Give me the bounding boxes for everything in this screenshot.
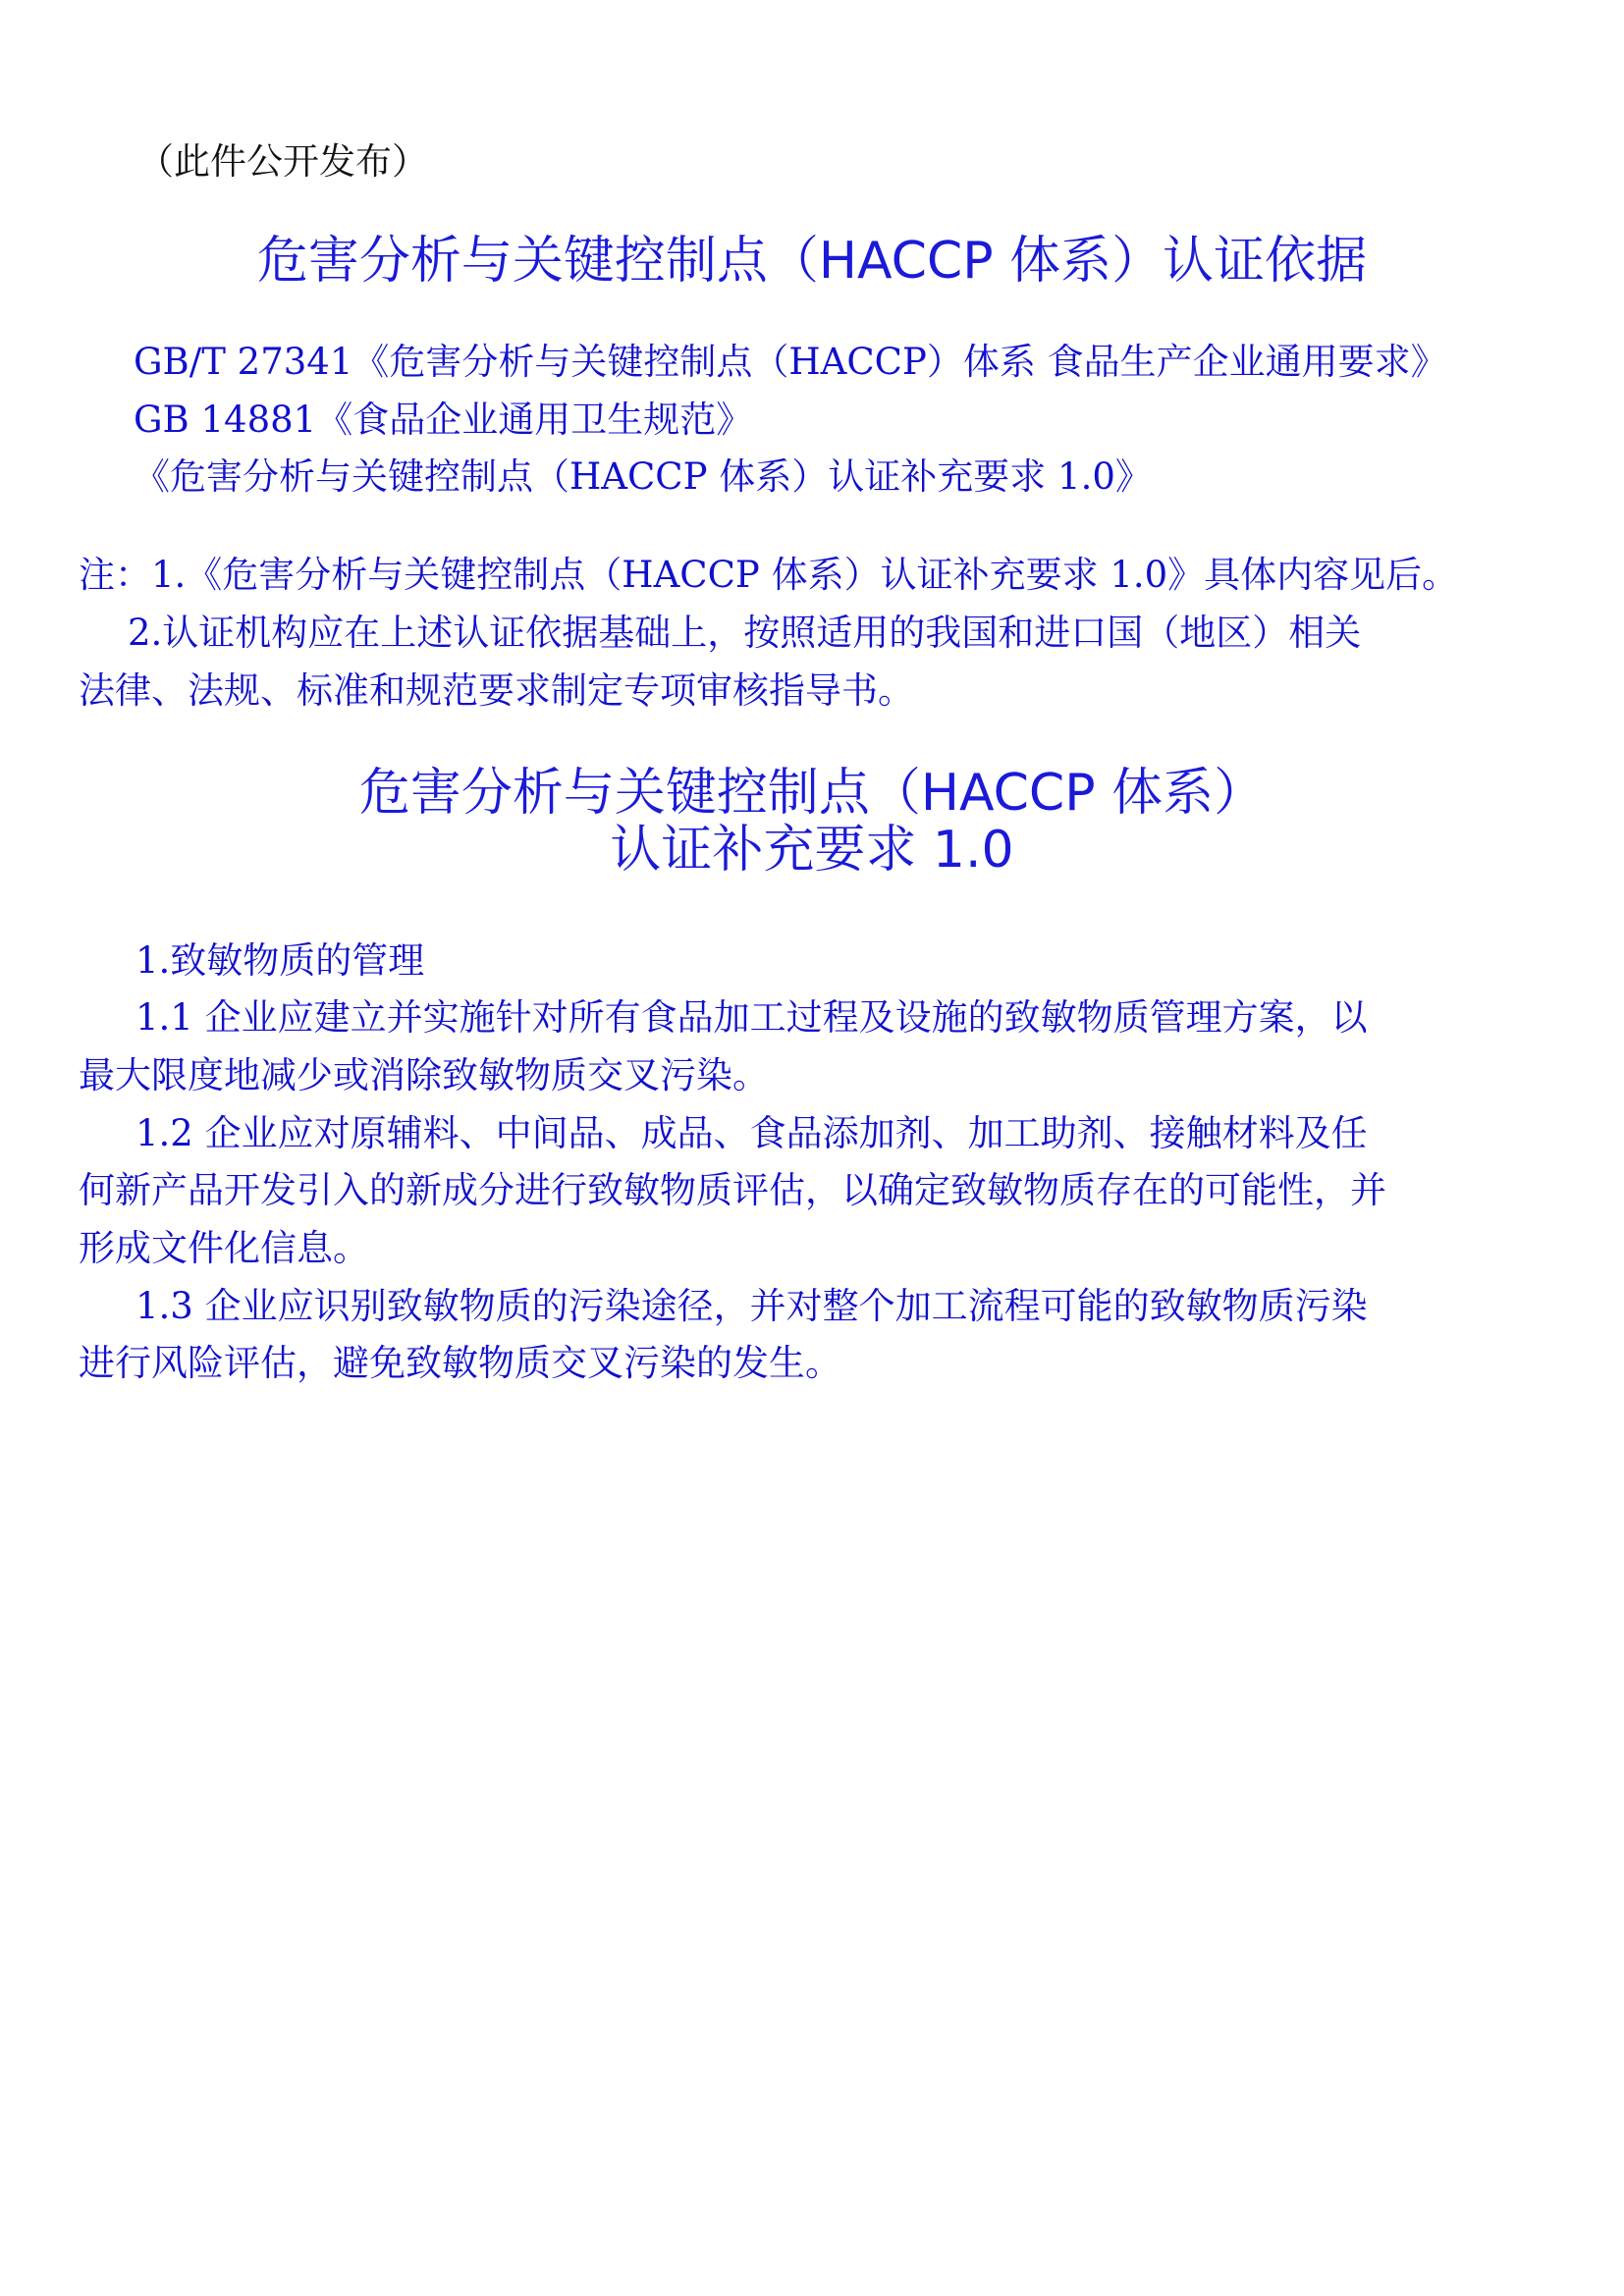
note-1: 注：1.《危害分析与关键控制点（HACCP 体系）认证补充要求 1.0》具体内容见后。: [79, 554, 1459, 596]
subtitle-line-2: 认证补充要求 1.0: [610, 821, 1014, 880]
paragraph-1-2-line-1: 1.2 企业应对原辅料、中间品、成品、食品添加剂、加工助剂、接触材料及任: [135, 1112, 1368, 1154]
subtitle-line-1: 危害分析与关键控制点（HACCP 体系）: [358, 764, 1266, 823]
basis-item-1: GB/T 27341《危害分析与关键控制点（HACCP）体系 食品生产企业通用要求》: [134, 341, 1447, 383]
paragraph-1-1-line-1: 1.1 企业应建立并实施针对所有食品加工过程及设施的致敏物质管理方案，以: [135, 996, 1368, 1039]
paragraph-1-3-line-2: 进行风险评估，避免致敏物质交叉污染的发生。: [79, 1342, 841, 1384]
public-release-notice: （此件公开发布）: [137, 140, 428, 183]
paragraph-1-1-line-2: 最大限度地减少或消除致敏物质交叉污染。: [79, 1054, 769, 1096]
paragraph-1-2-line-2: 何新产品开发引入的新成分进行致敏物质评估，以确定致敏物质存在的可能性，并: [79, 1169, 1386, 1211]
paragraph-1-2-line-3: 形成文件化信息。: [79, 1227, 369, 1269]
basis-item-2: GB 14881《食品企业通用卫生规范》: [134, 399, 753, 441]
section-heading: 1.致敏物质的管理: [135, 939, 425, 982]
paragraph-1-3-line-1: 1.3 企业应识别致敏物质的污染途径，并对整个加工流程可能的致敏物质污染: [135, 1285, 1368, 1327]
document-title: 危害分析与关键控制点（HACCP 体系）认证依据: [256, 232, 1368, 291]
note-2-line-2: 法律、法规、标准和规范要求制定专项审核指导书。: [79, 669, 914, 712]
basis-item-3: 《危害分析与关键控制点（HACCP 体系）认证补充要求 1.0》: [134, 455, 1152, 498]
note-2-line-1: 2.认证机构应在上述认证依据基础上，按照适用的我国和进口国（地区）相关: [128, 612, 1362, 654]
